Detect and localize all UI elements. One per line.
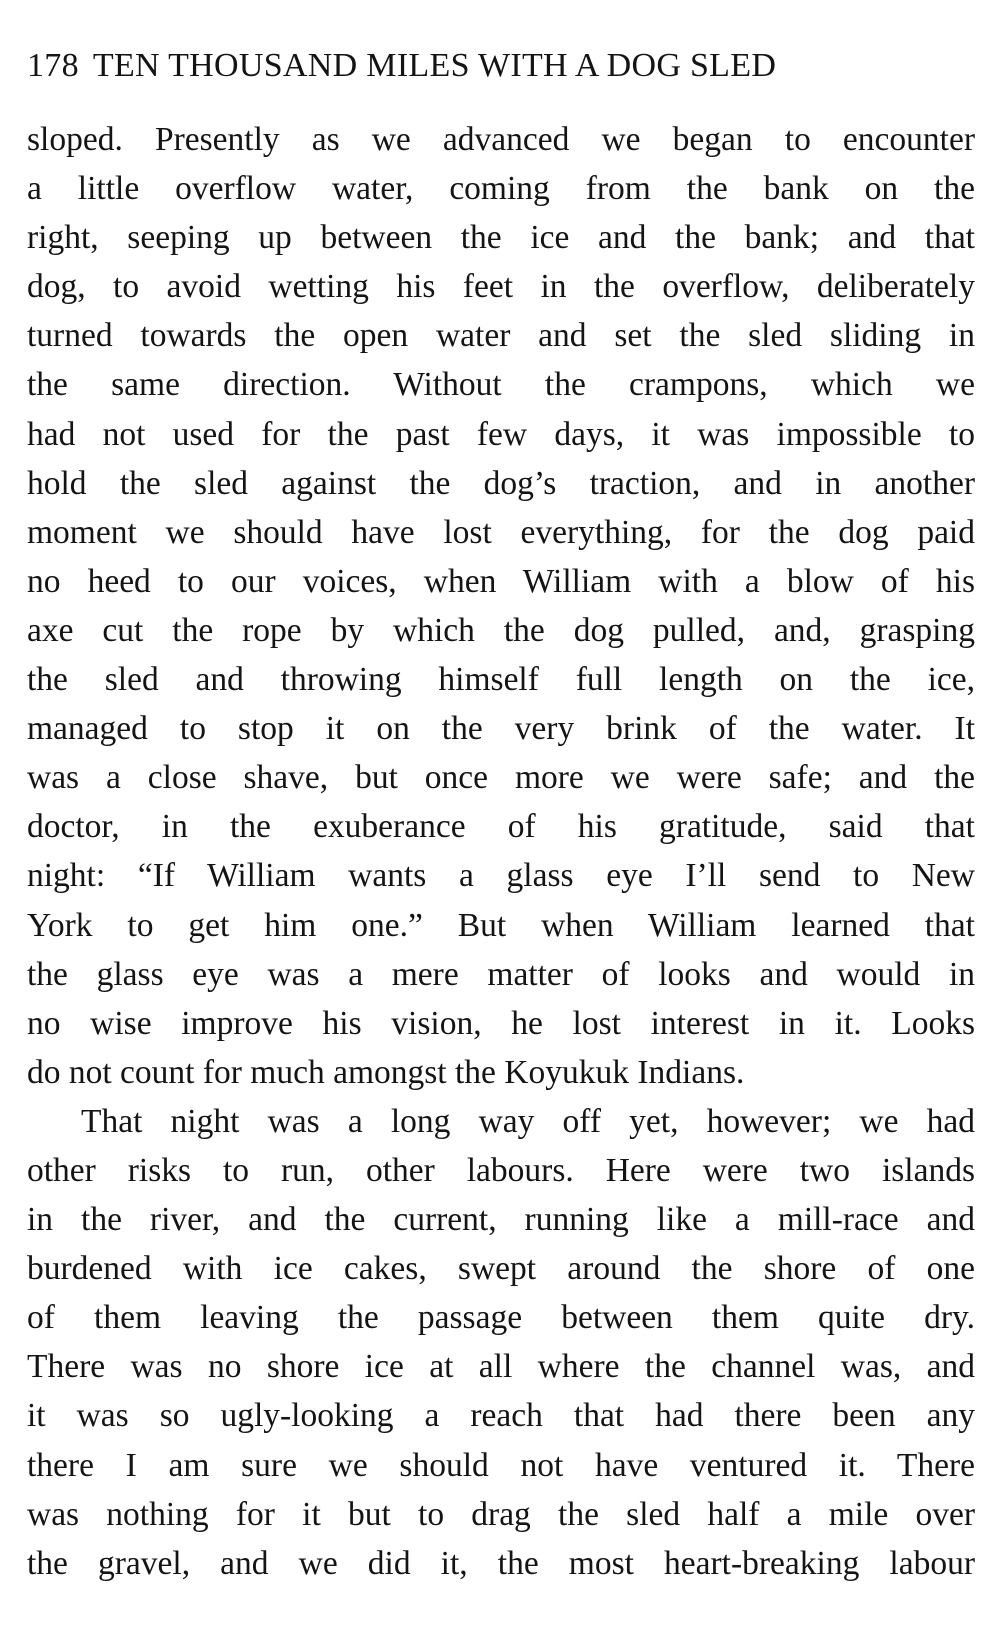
text-line: the glass eye was a mere matter of looks and would in (27, 955, 975, 993)
text-line: had not used for the past few days, it was impossible to (27, 415, 975, 453)
text-line: the sled and throwing himself full length on the ice, (27, 661, 975, 699)
text-line: there I am sure we should not have ventured it. There (27, 1446, 975, 1484)
text-line: turned towards the open water and set the sled sliding in (27, 317, 975, 355)
text-line: no heed to our voices, when William with a blow of his (27, 562, 975, 600)
text-line: York to get him one.” But when William learned that (27, 906, 975, 944)
body-text (27, 115, 975, 1588)
text-line: managed to stop it on the very brink of the water. It (27, 710, 975, 748)
paragraph-start-line: That night was a long way off yet, however; we had (81, 1102, 975, 1140)
text-line: the same direction. Without the crampons, which we (27, 366, 975, 404)
text-line: night: “If William wants a glass eye I’ll send to New (27, 857, 975, 895)
text-line: moment we should have lost everything, for the dog paid (27, 513, 975, 551)
running-title: TEN THOUSAND MILES WITH A DOG SLED (92, 47, 777, 84)
text-line: no wise improve his vision, he lost interest in it. Looks (27, 1004, 975, 1042)
text-line: dog, to avoid wetting his feet in the overflow, deliberately (27, 268, 975, 306)
text-line: There was no shore ice at all where the channel was, and (27, 1348, 975, 1386)
text-line: it was so ugly-looking a reach that had there been any (27, 1397, 975, 1435)
text-line: was nothing for it but to drag the sled half a mile over (27, 1495, 975, 1533)
text-line: was a close shave, but once more we were safe; and the (27, 759, 975, 797)
text-line: burdened with ice cakes, swept around the shore of one (27, 1250, 975, 1288)
text-line: axe cut the rope by which the dog pulled, and, grasping (27, 611, 975, 649)
text-line: in the river, and the current, running like a mill-race and (27, 1201, 975, 1239)
text-line: other risks to run, other labours. Here were two islands (27, 1151, 975, 1189)
text-line: the gravel, and we did it, the most heart-breaking labour (27, 1544, 975, 1582)
text-line: a little overflow water, coming from the bank on the (27, 170, 975, 208)
text-line: hold the sled against the dog’s traction, and in another (27, 464, 975, 502)
text-line: of them leaving the passage between them quite dry. (27, 1299, 975, 1337)
text-line: sloped. Presently as we advanced we began to encounter (27, 121, 975, 158)
page-number: 178 (27, 47, 79, 84)
text-line: right, seeping up between the ice and the bank; and that (27, 219, 975, 257)
text-line: doctor, in the exuberance of his gratitude, said that (27, 808, 975, 846)
paragraph-end-line: do not count for much amongst the Koyukuk Indians. (27, 1053, 745, 1091)
running-head (27, 44, 945, 88)
